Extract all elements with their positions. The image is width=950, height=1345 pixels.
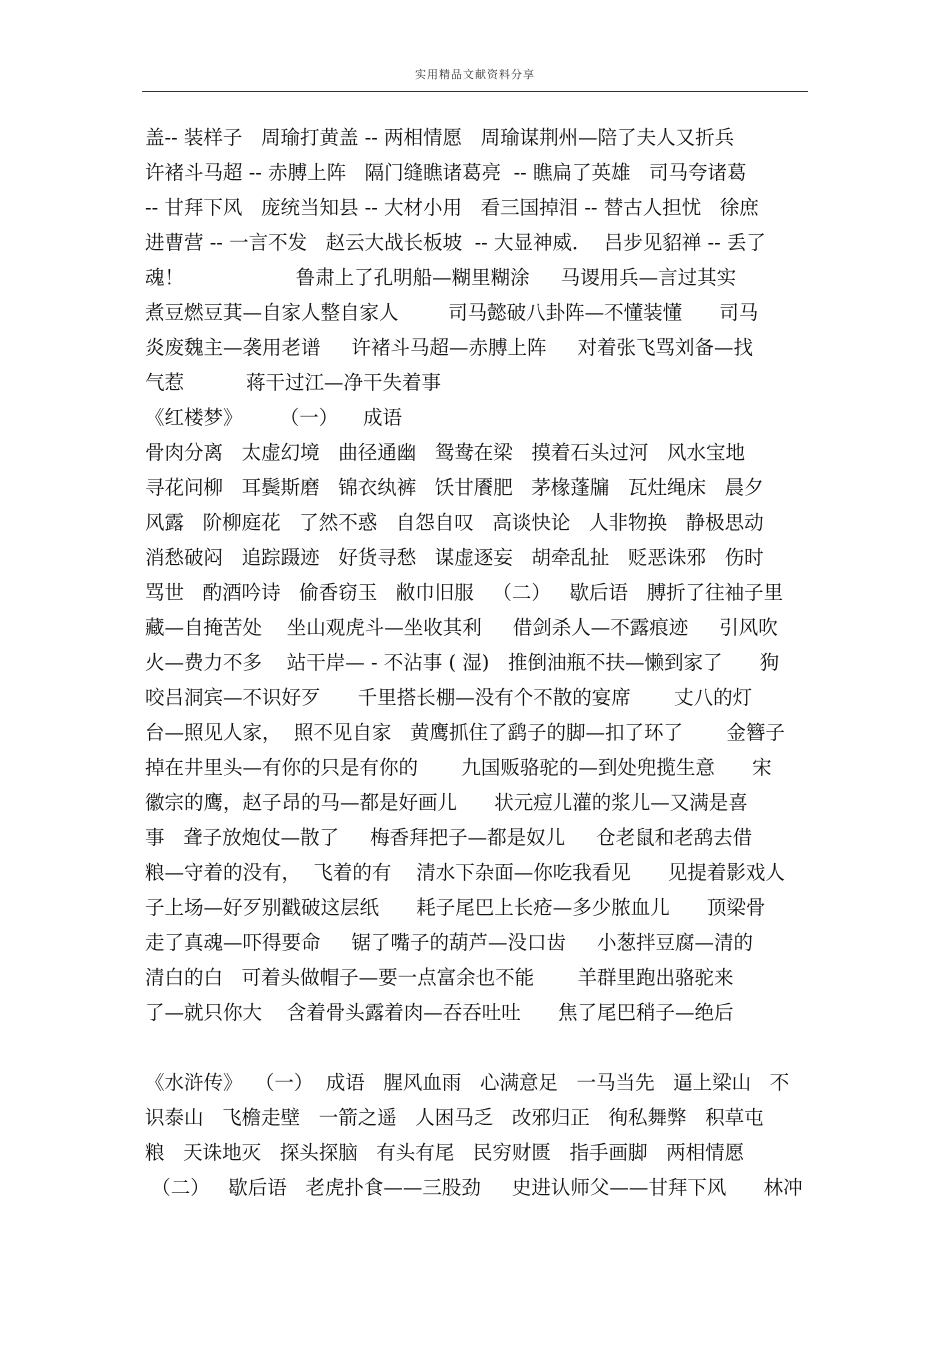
text-line: 气惹 蒋干过江—净干失着事: [145, 371, 441, 394]
text-line: 走了真魂—吓得要命 锯了嘴子的葫芦—没口齿 小葱拌豆腐—清的: [145, 931, 753, 954]
text-line: 魂！ 鲁肃上了孔明船—糊里糊涂 马谡用兵—言过其实: [145, 266, 737, 289]
text-line: 子上场—好歹别戳破这层纸 耗子尾巴上长疮—多少脓血儿 顶梁骨: [145, 896, 766, 919]
text-line: 了—就只你大 含着骨头露着肉—吞吞吐吐 焦了尾巴稍子—绝后: [145, 1001, 734, 1024]
text-line: 识泰山 飞檐走壁 一箭之遥 人困马乏 改邪归正 徇私舞弊 积草屯: [145, 1106, 764, 1129]
blank-line: [145, 1030, 815, 1065]
text-line: 火—费力不多 站干岸— - 不沾事 ( 湿) 推倒油瓶不扶—懒到家了 狗: [145, 651, 780, 674]
text-line: 消愁破闷 追踪蹑迹 好货寻愁 谋虚逐妄 胡牵乱扯 贬恶诛邪 伤时: [145, 546, 764, 569]
text-line: 盖-- 装样子 周瑜打黄盖 -- 两相情愿 周瑜谋荆州—陪了夫人又折兵: [145, 126, 735, 149]
text-line: 风露 阶柳庭花 了然不惑 自怨自叹 高谈快论 人非物换 静极思动: [145, 511, 764, 534]
text-line: -- 甘拜下风 庞统当知县 -- 大材小用 看三国掉泪 -- 替古人担忧 徐庶: [145, 196, 759, 219]
text-line: 寻花问柳 耳鬓斯磨 锦衣纨裤 饫甘餍肥 茅椽蓬牖 瓦灶绳床 晨夕: [145, 476, 764, 499]
text-line: 事 聋子放炮仗—散了 梅香拜把子—都是奴儿 仓老鼠和老鸹去借: [145, 826, 753, 849]
text-line: 咬吕洞宾—不识好歹 千里搭长棚—没有个不散的宴席 丈八的灯: [145, 686, 753, 709]
text-line: 进曹营 -- 一言不发 赵云大战长板坡 -- 大显神威． 吕步见貂禅 -- 丢了: [145, 231, 766, 254]
text-line: 煮豆燃豆萁—自家人整自家人 司马懿破八卦阵—不懂装懂 司马: [145, 301, 759, 324]
text-line: 藏—自掩苦处 坐山观虎斗—坐收其利 借剑杀人—不露痕迹 引风吹: [145, 616, 778, 639]
header-title: 实用精品文献资料分享: [415, 68, 535, 81]
document-body: [145, 120, 815, 1205]
text-line: 骂世 酌酒吟诗 偷香窃玉 敝巾旧服 （二） 歇后语 膊折了往袖子里: [145, 581, 784, 604]
text-line: 《红楼梦》 （一） 成语: [145, 406, 402, 429]
text-line: 骨肉分离 太虚幻境 曲径通幽 鸳鸯在梁 摸着石头过河 风水宝地: [145, 441, 745, 464]
text-line: 清白的白 可着头做帽子—要一点富余也不能 羊群里跑出骆驼来: [145, 966, 734, 989]
text-line: 许褚斗马超 -- 赤膊上阵 隔门缝瞧诸葛亮 -- 瞧扁了英雄 司马夸诸葛: [145, 161, 747, 184]
text-line: 徽宗的鹰，赵子昂的马—都是好画儿 状元痘儿灌的浆儿—又满是喜: [145, 791, 748, 814]
text-line: 《水浒传》 （一） 成语 腥风血雨 心满意足 一马当先 逼上梁山 不: [145, 1071, 790, 1094]
text-line: 粮 天诛地灭 探头探脑 有头有尾 民穷财匮 指手画脚 两相情愿: [145, 1141, 745, 1164]
text-line: 粮—守着的没有， 飞着的有 清水下杂面—你吃我看见 见提着影戏人: [145, 861, 785, 884]
text-line: 炎废魏主—袭用老谱 许褚斗马超—赤膊上阵 对着张飞骂刘备—找: [145, 336, 753, 359]
text-line: 掉在井里头—有你的只是有你的 九国贩骆驼的—到处兜揽生意 宋: [145, 756, 772, 779]
page-header: [142, 62, 808, 92]
text-line: 台—照见人家， 照不见自家 黄鹰抓住了鹞子的脚—扣了环了 金簪子: [145, 721, 785, 744]
text-line: （二） 歇后语 老虎扑食——三股劲 史进认师父——甘拜下风 林冲: [145, 1176, 803, 1199]
